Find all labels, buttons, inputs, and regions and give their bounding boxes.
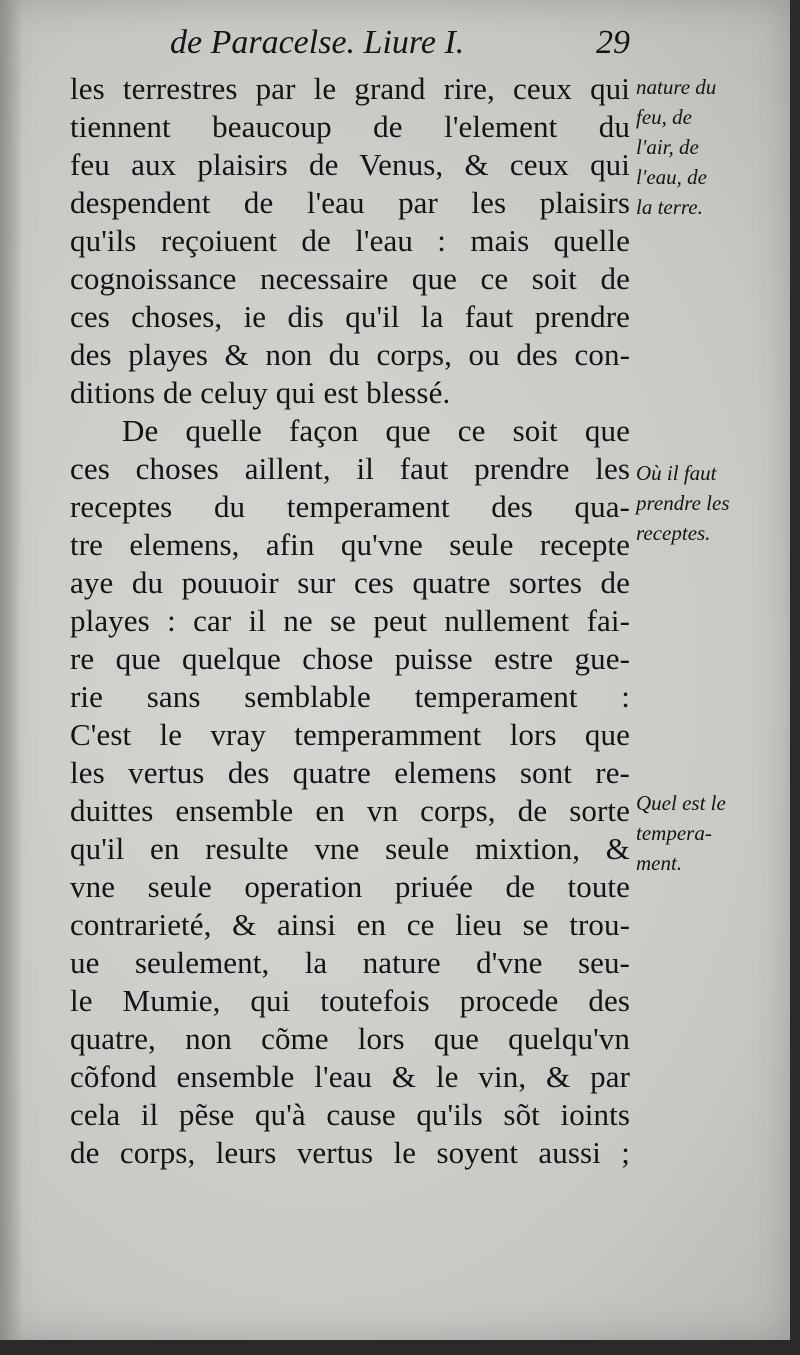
margin-note-line: tempera- <box>636 821 712 845</box>
text-line: cela il pẽse qu'à cause qu'ils sõt ioints <box>70 1097 630 1132</box>
margin-note-elements <box>636 72 776 222</box>
margin-note-line: nature du <box>636 75 717 99</box>
text-line: despendent de l'eau par les plaisirs <box>70 185 630 220</box>
text-line: quatre, non cõme lors que quelqu'vn <box>70 1021 630 1056</box>
running-head <box>170 18 630 68</box>
margin-note-line: l'eau, de <box>636 165 707 189</box>
text-line: ue seulement, la nature d'vne seu- <box>70 945 630 980</box>
text-line: re que quelque chose puisse estre gue- <box>70 641 630 676</box>
margin-note-line: ment. <box>636 851 683 875</box>
margin-note-temperament <box>636 788 776 878</box>
margin-note-line: Où il faut <box>636 461 717 485</box>
margin-note-line: Quel est le <box>636 791 726 815</box>
text-line: de corps, leurs vertus le soyent aussi ; <box>70 1135 630 1170</box>
margin-note-line: receptes. <box>636 521 711 545</box>
text-line: vne seule operation priuée de toute <box>70 869 630 904</box>
text-line: receptes du temperament des qua- <box>70 489 630 524</box>
margin-note-line: feu, de <box>636 105 692 129</box>
margin-note-line: prendre les <box>636 491 730 515</box>
margin-note-line: la terre. <box>636 195 703 219</box>
text-line: les terrestres par le grand rire, ceux qui <box>70 71 630 106</box>
text-line: ces choses, ie dis qu'il la faut prendre <box>70 299 630 334</box>
text-line: tiennent beaucoup de l'element du <box>70 109 630 144</box>
text-line: De quelle façon que ce soit que <box>122 413 630 448</box>
margin-note-line: l'air, de <box>636 135 699 159</box>
text-line: qu'ils reçoiuent de l'eau : mais quelle <box>70 223 630 258</box>
page-spine-shadow <box>0 0 22 1340</box>
text-line: C'est le vray temperamment lors que <box>70 717 630 752</box>
page-number: 29 <box>596 24 630 61</box>
text-line: playes : car il ne se peut nullement fai- <box>70 603 630 638</box>
text-line: des playes & non du corps, ou des con- <box>70 337 630 372</box>
text-line: le Mumie, qui toutefois procede des <box>70 983 630 1018</box>
margin-note-receptes <box>636 458 776 548</box>
text-line: rie sans semblable temperament : <box>70 679 630 714</box>
text-line: les vertus des quatre elemens sont re- <box>70 755 630 790</box>
text-line: aye du pouuoir sur ces quatre sortes de <box>70 565 630 600</box>
text-line: cognoissance necessaire que ce soit de <box>70 261 630 296</box>
text-line: qu'il en resulte vne seule mixtion, & <box>70 831 630 866</box>
text-line: contrarieté, & ainsi en ce lieu se trou- <box>70 907 630 942</box>
text-line: tre elemens, afin qu'vne seule recepte <box>70 527 630 562</box>
text-line: cõfond ensemble l'eau & le vin, & par <box>70 1059 630 1094</box>
text-line: feu aux plaisirs de Venus, & ceux qui <box>70 147 630 182</box>
text-line: duittes ensemble en vn corps, de sorte <box>70 793 630 828</box>
running-title: de Paracelse. Liure I. <box>170 24 465 61</box>
text-line: ces choses aillent, il faut prendre les <box>70 451 630 486</box>
body-text <box>70 70 630 1172</box>
text-line: ditions de celuy qui est blessé. <box>70 375 451 410</box>
